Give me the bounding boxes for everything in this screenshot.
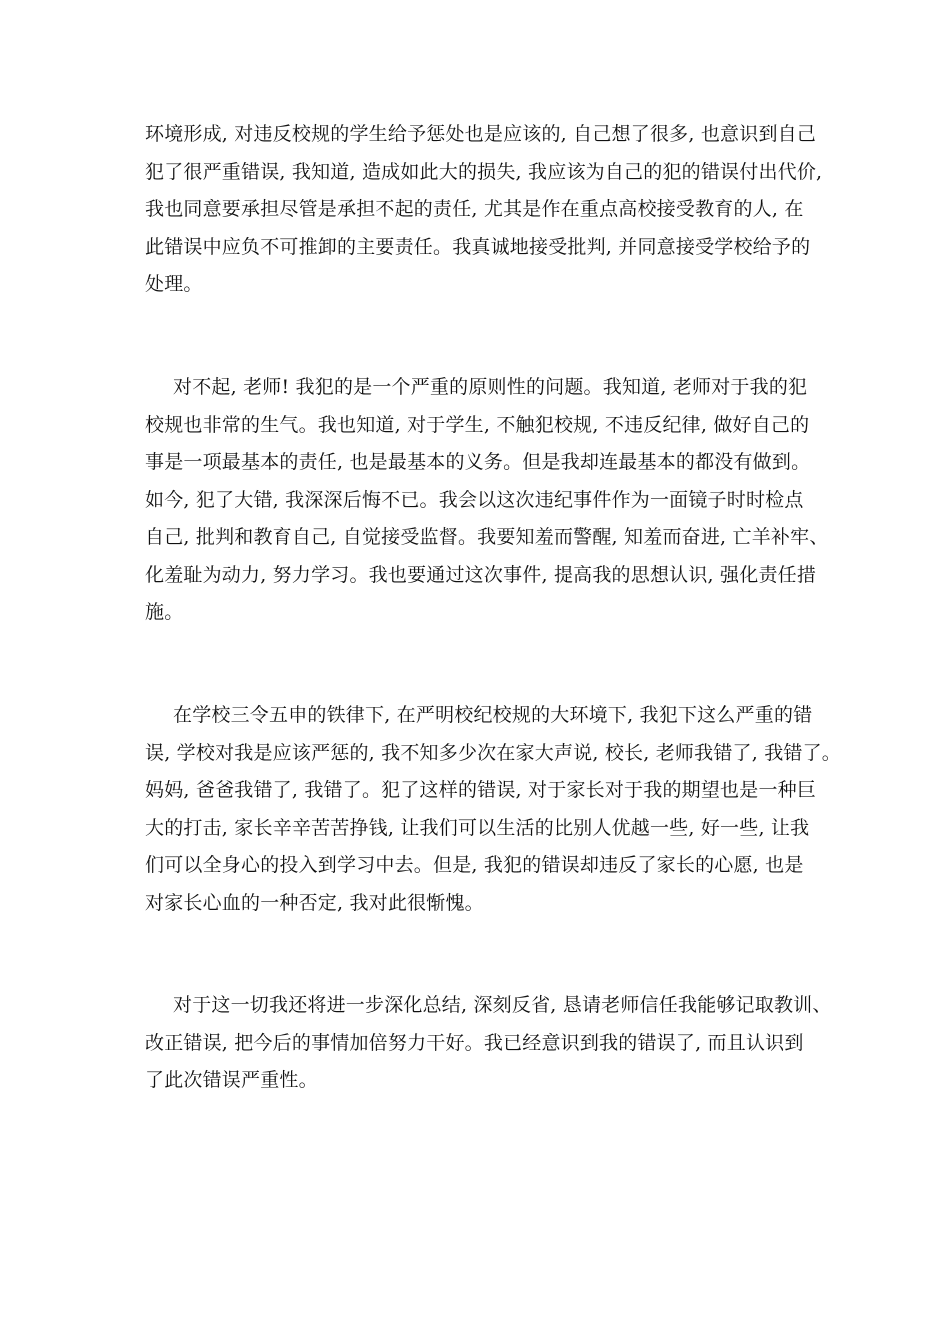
text-line: 们可以全身心的投入到学习中去。但是, 我犯的错误却违反了家长的心愿, 也是 bbox=[145, 854, 804, 876]
paragraph-2 bbox=[145, 369, 829, 632]
text-line: 自己, 批判和教育自己, 自觉接受监督。我要知羞而警醒, 知羞而奋进, 亡羊补牢、 bbox=[145, 526, 829, 548]
text-line: 改正错误, 把今后的事情加倍努力干好。我已经意识到我的错误了, 而且认识到 bbox=[145, 1031, 804, 1054]
paragraph-3 bbox=[145, 697, 841, 922]
paragraph-4 bbox=[145, 987, 832, 1100]
text-line: 对于这一切我还将进一步深化总结, 深刻反省, 恳请老师信任我能够记取教训、 bbox=[173, 994, 832, 1016]
text-line: 施。 bbox=[145, 601, 184, 623]
text-line: 犯了很严重错误, 我知道, 造成如此大的损失, 我应该为自己的犯的错误付出代价, bbox=[145, 160, 823, 183]
text-line: 对不起, 老师! 我犯的是一个严重的原则性的问题。我知道, 老师对于我的犯 bbox=[173, 376, 808, 398]
text-line: 了此次错误严重性。 bbox=[145, 1069, 318, 1091]
paragraph-1 bbox=[145, 116, 825, 304]
text-line: 事是一项最基本的责任, 也是最基本的义务。但是我却连最基本的都没有做到。 bbox=[145, 451, 811, 473]
text-line: 妈妈, 爸爸我错了, 我错了。犯了这样的错误, 对于家长对于我的期望也是一种巨 bbox=[145, 779, 817, 801]
text-line: 化羞耻为动力, 努力学习。我也要通过这次事件, 提高我的思想认识, 强化责任措 bbox=[145, 563, 817, 586]
text-line: 如今, 犯了大错, 我深深后悔不已。我会以这次违纪事件作为一面镜子时时检点 bbox=[145, 488, 804, 511]
text-line: 大的打击, 家长辛辛苦苦挣钱, 让我们可以生活的比别人优越一些, 好一些, 让我 bbox=[145, 816, 810, 839]
text-line: 处理。 bbox=[145, 273, 203, 295]
text-line: 环境形成, 对违反校规的学生给予惩处也是应该的, 自己想了很多, 也意识到自己 bbox=[145, 123, 817, 145]
text-line: 在学校三令五申的铁律下, 在严明校纪校规的大环境下, 我犯下这么严重的错 bbox=[173, 704, 813, 726]
text-line: 对家长心血的一种否定, 我对此很惭愧。 bbox=[145, 891, 484, 914]
text-line: 我也同意要承担尽管是承担不起的责任, 尤其是作在重点高校接受教育的人, 在 bbox=[145, 198, 804, 220]
text-line: 误, 学校对我是应该严惩的, 我不知多少次在家大声说, 校长, 老师我错了, 我错了。 bbox=[145, 741, 841, 764]
text-line: 此错误中应负不可推卸的主要责任。我真诚地接受批判, 并同意接受学校给予的 bbox=[145, 235, 811, 258]
text-line: 校规也非常的生气。我也知道, 对于学生, 不触犯校规, 不违反纪律, 做好自己的 bbox=[145, 413, 810, 436]
